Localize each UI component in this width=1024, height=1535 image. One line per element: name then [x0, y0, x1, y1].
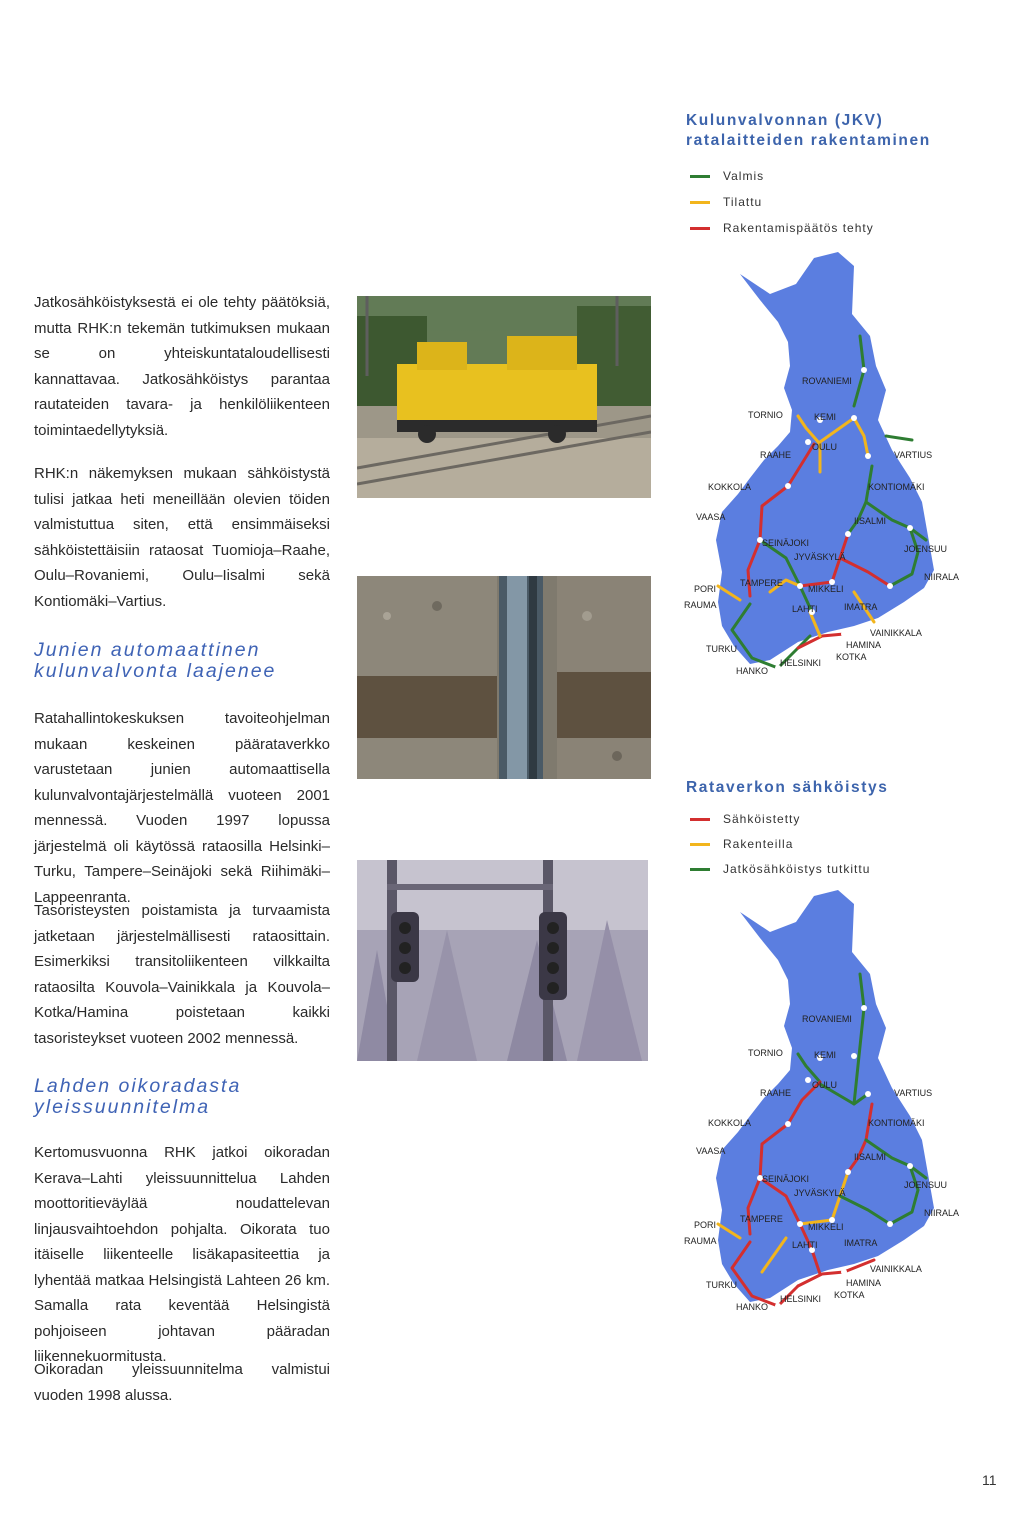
- label-lahti: LAHTI: [792, 604, 818, 614]
- label-mikkeli: MIKKELI: [808, 584, 844, 594]
- legend-swatch: [690, 201, 710, 204]
- label-rauma: RAUMA: [684, 1236, 717, 1246]
- legend-label: Jatkösähköistys tutkittu: [723, 862, 871, 876]
- label-pori: PORI: [694, 1220, 717, 1230]
- label-kotka: KOTKA: [834, 1290, 865, 1300]
- label-helsinki: HELSINKI: [780, 658, 822, 668]
- map1-legend-rakentamispaatos: [690, 219, 874, 237]
- map2-legend-jatkosahkoistys: [690, 860, 870, 878]
- label-vaasa: VAASA: [696, 1146, 726, 1156]
- label-hanko: HANKO: [736, 1302, 769, 1312]
- legend-label: Tilattu: [723, 195, 763, 209]
- label-kokkola: KOKKOLA: [708, 482, 752, 492]
- label-hanko: HANKO: [736, 666, 769, 676]
- section-heading-atp: Junien automaattinen kulunvalvonta laajenee: [34, 639, 277, 682]
- label-raahe: RAAHE: [760, 1088, 792, 1098]
- label-turku: TURKU: [706, 1280, 737, 1290]
- label-lahti: LAHTI: [792, 1240, 818, 1250]
- label-rauma: RAUMA: [684, 600, 717, 610]
- finland-map-electrification: [678, 878, 968, 1338]
- label-vartius: VARTIUS: [894, 450, 933, 460]
- label-iisalmi: IISALMI: [854, 1152, 887, 1162]
- legend-swatch: [690, 175, 710, 178]
- label-helsinki: HELSINKI: [780, 1294, 822, 1304]
- label-seinajoki: SEINÄJOKI: [762, 1174, 810, 1184]
- label-iisalmi: IISALMI: [854, 516, 887, 526]
- map1-title-line2: ratalaitteiden rakentaminen: [686, 132, 931, 149]
- label-joensuu: JOENSUU: [904, 1180, 948, 1190]
- rail-closeup-photo: [357, 576, 651, 779]
- map2-legend-sahkoistetty: [690, 810, 800, 828]
- electrification-paragraph: RHK:n näkemyksen mukaan sähköistystä tulisi jatkaa heti meneillään olevien töiden valmistuttua siten, että ensimmäiseksi sähköistettäisiin rataosat Tuomioja–Raahe, Oulu–Rovaniemi, Oulu–Iisalmi sekä Kontiomäki–Vartius.: [34, 465, 330, 610]
- winter-signals-photo: [357, 860, 648, 1061]
- label-vainikkala: VAINIKKALA: [870, 1264, 922, 1274]
- label-niirala: NIIRALA: [924, 1208, 960, 1218]
- oikorata-paragraph: Kertomusvuonna RHK jatkoi oikoradan Kerava–Lahti yleissuunnittelua Lahden moottoritieväylää noudattelevan linjausvaihtoehdon pohjalta. Oikorata tuo itäiselle liikenteelle lisäkapasiteettia ja lyhentää matkaa Helsingistä Lahteen 26 km. Samalla rata keventää Helsingistä pohjoiseen johtavan pääradan liikennekuormitusta.: [34, 1144, 330, 1365]
- label-mikkeli: MIKKELI: [808, 1222, 844, 1232]
- label-joensuu: JOENSUU: [904, 544, 948, 554]
- label-kokkola: KOKKOLA: [708, 1118, 752, 1128]
- label-rovaniemi: ROVANIEMI: [802, 376, 852, 386]
- atp-paragraph: Ratahallintokeskuksen tavoiteohjelman mukaan keskeinen päärataverkko varustetaan junien automaattisella kulunvalvontajärjestelmällä vuoteen 2001 mennessä. Vuoden 1997 lopussa järjestelmä oli käytössä rataosilla Helsinki–Turku, Tampere–Seinäjoki sekä Riihimäki–Lappeenranta.: [34, 710, 330, 906]
- intro-paragraph: Jatkosähköistyksestä ei ole tehty päätöksiä, mutta RHK:n tekemän tutkimuksen mukaan se on yhteiskuntataloudellisesti kannattavaa. Jatkosähköistys parantaa rautateiden tavara- ja henkilöliikenteen toimintaedellytyksiä.: [34, 294, 330, 439]
- label-kemi: KEMI: [814, 412, 837, 422]
- label-oulu: OULU: [812, 442, 838, 452]
- label-raahe: RAAHE: [760, 450, 792, 460]
- label-imatra: IMATRA: [844, 602, 878, 612]
- label-tampere: TAMPERE: [740, 1214, 783, 1224]
- label-tornio: TORNIO: [748, 1048, 783, 1058]
- label-kontiomaki: KONTIOMÄKI: [868, 482, 925, 492]
- label-niirala: NIIRALA: [924, 572, 960, 582]
- label-kemi: KEMI: [814, 1050, 837, 1060]
- label-hamina: HAMINA: [846, 1278, 882, 1288]
- legend-label: Sähköistetty: [723, 812, 801, 826]
- label-hamina: HAMINA: [846, 640, 882, 650]
- label-jyvaskyla: JYVÄSKYLÄ: [794, 552, 846, 562]
- map1-legend-valmis: [690, 167, 764, 185]
- label-pori: PORI: [694, 584, 717, 594]
- map2-legend-rakenteilla: [690, 835, 793, 853]
- legend-swatch: [690, 818, 710, 821]
- label-kontiomaki: KONTIOMÄKI: [868, 1118, 925, 1128]
- legend-swatch: [690, 843, 710, 846]
- level-crossing-paragraph: Tasoristeysten poistamista ja turvaamista jatketaan järjestelmällisesti rataosittain. Esimerkiksi transitoliikenteen vilkkailta rataosilta Kouvola–Vainikkala ja Kouvola–Kotka/Hamina poistetaan kaikki tasoristeykset vuoteen 2002 mennessä.: [34, 902, 330, 1047]
- page-number: 11: [982, 1472, 997, 1488]
- label-vaasa: VAASA: [696, 512, 726, 522]
- map2-title: Rataverkon sähköistys: [686, 779, 889, 796]
- label-tampere: TAMPERE: [740, 578, 783, 588]
- label-vainikkala: VAINIKKALA: [870, 628, 922, 638]
- legend-swatch: [690, 868, 710, 871]
- legend-label: Rakenteilla: [723, 837, 794, 851]
- oikorata-conclusion-paragraph: Oikoradan yleissuunnitelma valmistui vuoden 1998 alussa.: [34, 1361, 330, 1404]
- label-oulu: OULU: [812, 1080, 838, 1090]
- legend-swatch: [690, 227, 710, 230]
- map1-title-line1: Kulunvalvonnan (JKV): [686, 112, 884, 129]
- label-kotka: KOTKA: [836, 652, 867, 662]
- legend-label: Rakentamispäätös tehty: [723, 221, 874, 235]
- label-seinajoki: SEINÄJOKI: [762, 538, 810, 548]
- track-machine-photo: [357, 296, 651, 498]
- section-heading-oikorata: Lahden oikoradasta yleissuunnitelma: [34, 1075, 242, 1118]
- map-line-valmis: [886, 436, 912, 440]
- finland-map-jkv: [678, 240, 968, 700]
- label-jyvaskyla: JYVÄSKYLÄ: [794, 1188, 846, 1198]
- label-rovaniemi: ROVANIEMI: [802, 1014, 852, 1024]
- label-vartius: VARTIUS: [894, 1088, 933, 1098]
- label-turku: TURKU: [706, 644, 737, 654]
- label-imatra: IMATRA: [844, 1238, 878, 1248]
- label-tornio: TORNIO: [748, 410, 783, 420]
- map1-legend-tilattu: [690, 193, 762, 211]
- legend-label: Valmis: [723, 169, 765, 183]
